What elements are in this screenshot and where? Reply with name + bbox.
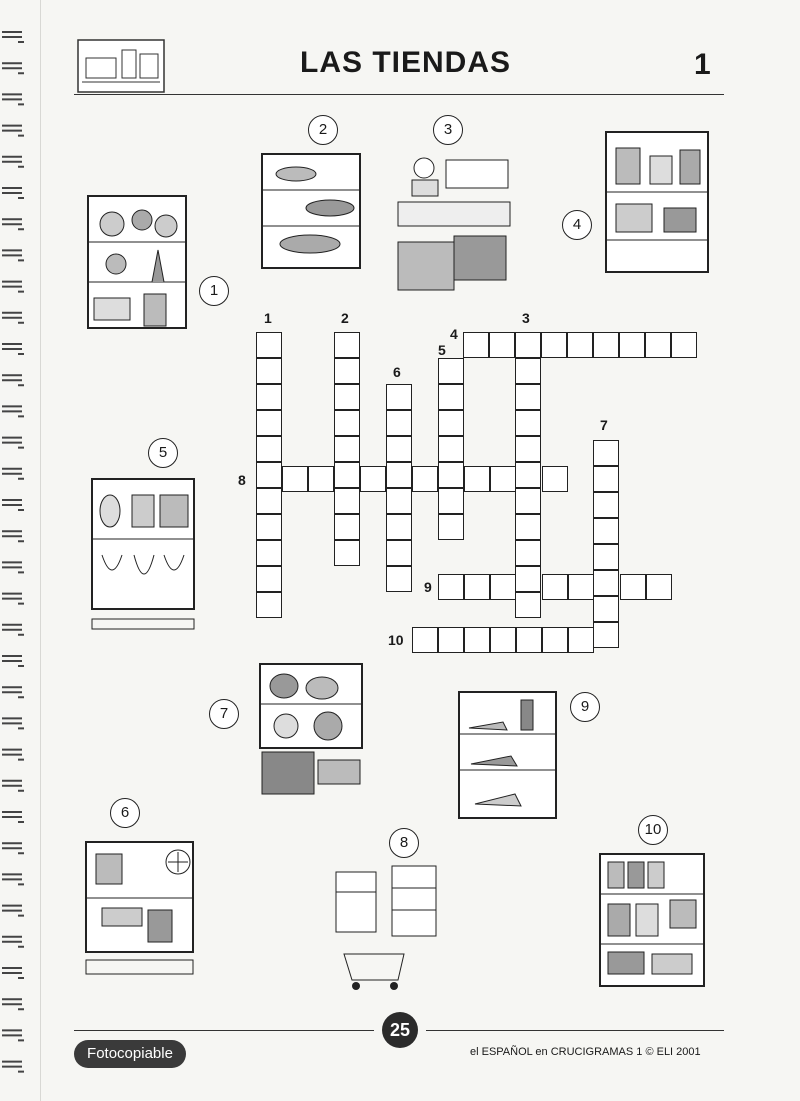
page-title: LAS TIENDAS <box>300 46 512 79</box>
crossword-cell[interactable] <box>515 332 541 358</box>
crossword-cell[interactable] <box>464 627 490 653</box>
crossword-cell[interactable] <box>438 627 464 653</box>
crossword-cell[interactable] <box>360 466 386 492</box>
crossword-cell[interactable] <box>334 332 360 358</box>
bookshop-picture <box>596 850 708 995</box>
crossword-cell[interactable] <box>438 410 464 436</box>
crossword-cell[interactable] <box>516 627 542 653</box>
picture-label-1: 1 <box>199 276 229 306</box>
crossword-cell[interactable] <box>386 488 412 514</box>
crossword-cell[interactable] <box>334 540 360 566</box>
crossword-cell[interactable] <box>438 358 464 384</box>
clue-number-9: 9 <box>424 579 432 595</box>
crossword-cell[interactable] <box>256 514 282 540</box>
page-badge: 25 <box>382 1012 418 1048</box>
crossword-cell[interactable] <box>256 592 282 618</box>
crossword-cell[interactable] <box>282 466 308 492</box>
crossword-cell[interactable] <box>412 466 438 492</box>
crossword-cell[interactable] <box>490 574 516 600</box>
crossword-cell[interactable] <box>568 627 594 653</box>
crossword-cell[interactable] <box>464 574 490 600</box>
stationery-shop-picture <box>602 128 712 278</box>
crossword-cell[interactable] <box>334 462 360 488</box>
footer-rule-right <box>426 1030 724 1031</box>
crossword-cell[interactable] <box>593 492 619 518</box>
crossword-cell[interactable] <box>489 332 515 358</box>
crossword-cell[interactable] <box>256 462 282 488</box>
crossword-cell[interactable] <box>256 358 282 384</box>
crossword-cell[interactable] <box>386 410 412 436</box>
header-rule <box>74 94 724 95</box>
clue-number-5: 5 <box>438 342 446 358</box>
crossword-cell[interactable] <box>386 540 412 566</box>
picture-label-5: 5 <box>148 438 178 468</box>
page-edge <box>40 0 41 1101</box>
crossword-cell[interactable] <box>386 514 412 540</box>
picture-label-10: 10 <box>638 815 668 845</box>
crossword-cell[interactable] <box>464 466 490 492</box>
crossword-cell[interactable] <box>593 596 619 622</box>
shoe-shop-picture <box>455 688 560 828</box>
clue-number-8: 8 <box>238 472 246 488</box>
clue-number-4: 4 <box>450 326 458 342</box>
crossword-cell[interactable] <box>593 518 619 544</box>
clue-number-2: 2 <box>341 310 349 326</box>
bakery-shop-picture <box>256 660 366 800</box>
crossword-cell[interactable] <box>515 384 541 410</box>
crossword-cell[interactable] <box>256 410 282 436</box>
crossword-cell[interactable] <box>645 332 671 358</box>
picture-label-8: 8 <box>389 828 419 858</box>
crossword-cell[interactable] <box>256 540 282 566</box>
crossword-cell[interactable] <box>593 466 619 492</box>
spiral-binding-icon <box>0 22 28 1092</box>
clue-number-7: 7 <box>600 417 608 433</box>
crossword-cell[interactable] <box>542 466 568 492</box>
crossword-cell[interactable] <box>438 436 464 462</box>
picture-label-7: 7 <box>209 699 239 729</box>
crossword-cell[interactable] <box>567 332 593 358</box>
crossword-cell[interactable] <box>568 574 594 600</box>
crossword-cell[interactable] <box>515 540 541 566</box>
fotocopiable-badge: Fotocopiable <box>74 1040 186 1068</box>
crossword-cell[interactable] <box>412 627 438 653</box>
crossword-cell[interactable] <box>386 384 412 410</box>
clue-number-1: 1 <box>264 310 272 326</box>
jewellery-shop-picture <box>88 475 198 635</box>
crossword-cell[interactable] <box>256 436 282 462</box>
crossword-cell[interactable] <box>386 566 412 592</box>
crossword-cell[interactable] <box>334 384 360 410</box>
picture-label-4: 4 <box>562 210 592 240</box>
crossword-cell[interactable] <box>463 332 489 358</box>
fruit-market-picture <box>392 150 517 300</box>
crossword-cell[interactable] <box>438 384 464 410</box>
picture-label-9: 9 <box>570 692 600 722</box>
crossword-cell[interactable] <box>386 462 412 488</box>
crossword-cell[interactable] <box>438 514 464 540</box>
crossword-cell[interactable] <box>515 410 541 436</box>
page-number: 1 <box>694 48 711 81</box>
crossword-cell[interactable] <box>515 436 541 462</box>
crossword-cell[interactable] <box>386 436 412 462</box>
crossword-cell[interactable] <box>490 627 516 653</box>
crossword-cell[interactable] <box>671 332 697 358</box>
crossword-cell[interactable] <box>542 574 568 600</box>
shop-header-icon <box>76 38 166 94</box>
picture-label-6: 6 <box>110 798 140 828</box>
crossword-cell[interactable] <box>619 332 645 358</box>
crossword-cell[interactable] <box>256 566 282 592</box>
crossword-cell[interactable] <box>593 440 619 466</box>
fish-shop-picture <box>256 150 366 275</box>
crossword-cell[interactable] <box>438 462 464 488</box>
crossword-cell[interactable] <box>490 466 516 492</box>
clue-number-10: 10 <box>388 632 404 648</box>
crossword-cell[interactable] <box>593 544 619 570</box>
crossword-cell[interactable] <box>542 627 568 653</box>
crossword-cell[interactable] <box>256 332 282 358</box>
picture-label-2: 2 <box>308 115 338 145</box>
crossword-cell[interactable] <box>541 332 567 358</box>
crossword-cell[interactable] <box>256 384 282 410</box>
crossword-cell[interactable] <box>515 566 541 592</box>
crossword-cell[interactable] <box>515 514 541 540</box>
crossword-cell[interactable] <box>334 436 360 462</box>
flower-shop-picture <box>82 190 192 335</box>
footer-rule-left <box>74 1030 374 1031</box>
crossword-cell[interactable] <box>308 466 334 492</box>
crossword-cell[interactable] <box>515 488 541 514</box>
footer-credit: el ESPAÑOL en CRUCIGRAMAS 1 © ELI 2001 <box>470 1046 701 1058</box>
crossword-cell[interactable] <box>515 358 541 384</box>
crossword-cell[interactable] <box>438 574 464 600</box>
crossword-cell[interactable] <box>515 592 541 618</box>
crossword-cell[interactable] <box>334 488 360 514</box>
pharmacy-picture <box>82 838 197 988</box>
picture-label-3: 3 <box>433 115 463 145</box>
crossword-cell[interactable] <box>646 574 672 600</box>
crossword-cell[interactable] <box>438 488 464 514</box>
crossword-cell[interactable] <box>256 488 282 514</box>
crossword-cell[interactable] <box>334 410 360 436</box>
clue-number-3: 3 <box>522 310 530 326</box>
crossword-cell[interactable] <box>334 514 360 540</box>
crossword-cell[interactable] <box>593 332 619 358</box>
clue-number-6: 6 <box>393 364 401 380</box>
supermarket-picture <box>330 858 440 993</box>
crossword-cell[interactable] <box>620 574 646 600</box>
crossword-cell[interactable] <box>593 622 619 648</box>
crossword-cell[interactable] <box>334 358 360 384</box>
crossword-cell[interactable] <box>515 462 541 488</box>
crossword-cell[interactable] <box>593 570 619 596</box>
